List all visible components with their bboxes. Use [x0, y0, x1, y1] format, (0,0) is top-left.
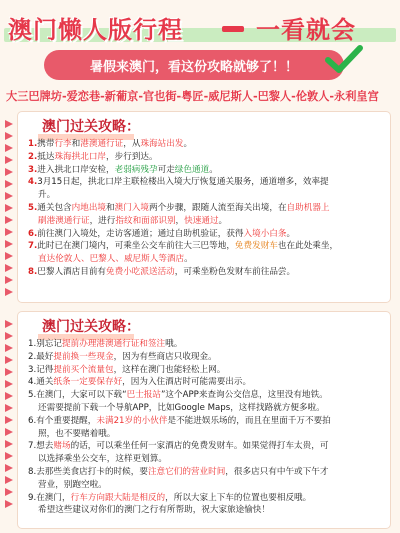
tip-line: [28, 176, 384, 189]
tips-list: [28, 138, 384, 279]
tip-text: ，很多店只有中午或下午才: [225, 466, 329, 477]
tip-highlight: 老弱病残孕: [114, 164, 158, 175]
tip-line: [28, 466, 384, 479]
tip-highlight: 入境小白条: [243, 228, 287, 239]
tip-text: 是不能进娱乐场的，而且在里面千万不要拍: [167, 415, 331, 426]
tip-text: 通关: [36, 377, 54, 388]
tip-text: 巴黎人酒店目前有: [37, 266, 107, 277]
tip-highlight: 内地出境: [71, 202, 107, 213]
tip-text: 别忘记: [36, 339, 62, 349]
tip-number: 7.: [28, 441, 37, 452]
tip-line: [28, 228, 384, 241]
tip-text: 记得: [36, 364, 54, 375]
tip-text: ，因为入住酒店时可能需要出示。: [122, 377, 252, 388]
tip-number: 8.: [28, 466, 37, 477]
tip-text: 在澳门，: [36, 492, 71, 503]
tip-number: 6.: [28, 415, 37, 426]
tip-line: [28, 151, 384, 164]
tip-text: 以选择乘坐公交车，这样更划算。: [38, 454, 167, 465]
tip-text: 营业，别跑空啦。: [38, 479, 107, 490]
tip-text: 。: [286, 228, 296, 239]
tip-text: 还需要提前下载一个导航APP，比如Google Maps，这样找路就方便多啦。: [38, 402, 325, 413]
tip-highlight: 港澳通行证: [80, 139, 124, 149]
tip-text: 两个步骤，跟随人流至海关出境，在: [149, 202, 287, 213]
tip-text: 照，也不要赌着哦。: [38, 428, 116, 439]
tip-highlight: 提前换一些现金: [53, 351, 114, 362]
tip-text: 此时已在澳门境内，可乘坐公交车前往大三巴等地，: [37, 241, 235, 252]
tip-text: 和: [71, 139, 81, 149]
tip-number: 3.: [28, 164, 38, 175]
tip-text: 在澳门，大家可以下载“: [36, 390, 127, 401]
tip-highlight: 刷港澳通行证: [38, 215, 90, 226]
tip-line: [28, 240, 384, 253]
tip-text: ，从: [123, 139, 141, 149]
tip-number: 6.: [28, 228, 38, 239]
card-title: 澳门过关攻略：: [42, 119, 140, 135]
tip-text: 有个重要提醒，: [36, 415, 97, 426]
tip-number: 2.: [28, 151, 38, 162]
tip-highlight: 提前办理港澳通行证和签注: [62, 339, 166, 349]
tip-highlight: 提前买个流量包: [53, 364, 114, 375]
tip-text: 升。: [38, 190, 56, 201]
tip-text: ，这样在澳门也能轻松上网。: [113, 364, 226, 375]
tip-highlight: 纸条一定要保存好: [53, 377, 123, 388]
tip-line: [28, 492, 384, 505]
tip-text: 抵达: [37, 151, 55, 162]
tip-highlight: 赌场: [53, 441, 71, 452]
subtitle-banner: 暑假来澳门，看这份攻略就够了！！: [44, 50, 344, 80]
tip-number: 4.: [28, 177, 38, 188]
travel-tips-card: [18, 312, 390, 528]
tip-text: 去那些美食店打卡的时候，要: [36, 466, 148, 477]
tip-line: [28, 376, 384, 389]
tip-text: ，因为有些商店只收现金。: [113, 351, 217, 362]
tip-number: 5.: [28, 202, 38, 213]
tip-highlight: 澳门入境: [114, 202, 150, 213]
tip-highlight: 巴士报站: [126, 390, 161, 401]
tip-text: ，可乘坐粉色发财车前往品尝。: [174, 266, 296, 277]
tip-highlight: 珠海拱北口岸: [54, 151, 107, 162]
tip-number: 4.: [28, 377, 37, 388]
route-line: 大三巴牌坊-爱恋巷-新葡京-官也街-粤匠-威尼斯人-巴黎人-伦敦人-永利皇宫: [6, 90, 379, 103]
check-icon: [324, 44, 364, 76]
tip-text: ，: [175, 215, 185, 226]
tip-line: [28, 338, 384, 351]
tip-text: 通关包含: [37, 202, 72, 213]
tip-line: [28, 428, 384, 441]
tip-line: [28, 415, 384, 428]
tip-text: ”这个APP来查询公交信息，这里没有地铁。: [160, 390, 328, 401]
tip-text: 3月15日起，拱北口岸主联检楼出入境大厅恢复通关服务，通道增多，效率提: [37, 177, 329, 188]
tip-line: [28, 453, 384, 466]
tip-highlight: 自助机器上: [286, 202, 330, 213]
tip-number: 2.: [28, 351, 37, 362]
tip-text: 。: [218, 215, 228, 226]
tip-text: 可走: [157, 164, 175, 175]
tip-highlight: 绿色通道: [174, 164, 210, 175]
tip-highlight: 未满21岁的小伙伴: [96, 415, 168, 426]
tip-number: 8.: [28, 266, 38, 277]
tip-highlight: 指纹和面部识别: [115, 215, 176, 226]
tip-text: 想去: [36, 441, 54, 452]
title-right: 一看就会: [256, 16, 356, 44]
tip-number: 5.: [28, 390, 37, 401]
tip-highlight: 行车方向跟大陆是相反的: [70, 492, 166, 503]
tip-text: 希望这些建议对你们的澳门之行有所帮助，祝大家旅途愉快！: [38, 505, 271, 516]
tip-highlight: 注意它们的营业时间: [147, 466, 226, 477]
tip-line: [28, 215, 384, 228]
tip-text: 哦。: [165, 339, 183, 349]
tip-text: ，所以大家上下车的位置也要相反哦。: [165, 492, 312, 503]
tips-list: [28, 338, 384, 517]
tip-text: ，进行: [89, 215, 116, 226]
title-left: 澳门懒人版行程: [8, 16, 183, 44]
tip-line: [28, 389, 384, 402]
tip-text: 。: [183, 139, 193, 149]
tip-highlight: 免费小吃派送活动: [106, 266, 175, 277]
tip-highlight: 快速通过: [184, 215, 219, 226]
tip-number: 1.: [28, 339, 37, 349]
tip-text: 和: [106, 202, 115, 213]
title-dash: [222, 26, 244, 32]
tip-number: 3.: [28, 364, 37, 375]
card-title: 澳门过关攻略：: [42, 319, 140, 335]
tip-text: 。: [209, 164, 218, 175]
tip-number: 9.: [28, 492, 37, 503]
customs-guide-card: [18, 112, 390, 302]
tip-text: 的话，可以乘坐任何一家酒店的免费发财车。如果觉得打车太贵，可: [70, 441, 329, 452]
tip-line: [28, 164, 384, 177]
tip-highlight: 免费发财车: [234, 241, 278, 252]
tip-number: 7.: [28, 241, 38, 252]
tip-text: 前往澳门入境处，走访客通道；通过自助机验证，获得: [37, 228, 244, 239]
tip-text: 进入拱北口岸安检，: [37, 164, 115, 175]
tip-text: ，步行到达。: [106, 151, 158, 162]
tip-line: [28, 253, 384, 266]
tip-line: [28, 266, 384, 279]
tip-highlight: 直达伦敦人、巴黎人、威尼斯人等酒店: [38, 254, 185, 265]
tip-line: [28, 202, 384, 215]
tip-line: [28, 189, 384, 202]
tip-line: [28, 479, 384, 492]
tip-number: 1.: [28, 139, 38, 149]
tip-line: [28, 402, 384, 415]
tip-text: 。: [184, 254, 193, 265]
tip-line: [28, 440, 384, 453]
tip-text: 也在此处乘坐，: [277, 241, 339, 252]
tip-line: [28, 138, 384, 151]
tip-line: [28, 351, 384, 364]
tip-text: 最好: [36, 351, 54, 362]
tip-line: [28, 364, 384, 377]
tip-text: 携带: [37, 139, 55, 149]
tip-highlight: 行李: [54, 139, 72, 149]
tip-highlight: 珠海站出发: [140, 139, 184, 149]
decorative-arrow-strip: [2, 120, 16, 520]
tip-line: [28, 504, 384, 517]
